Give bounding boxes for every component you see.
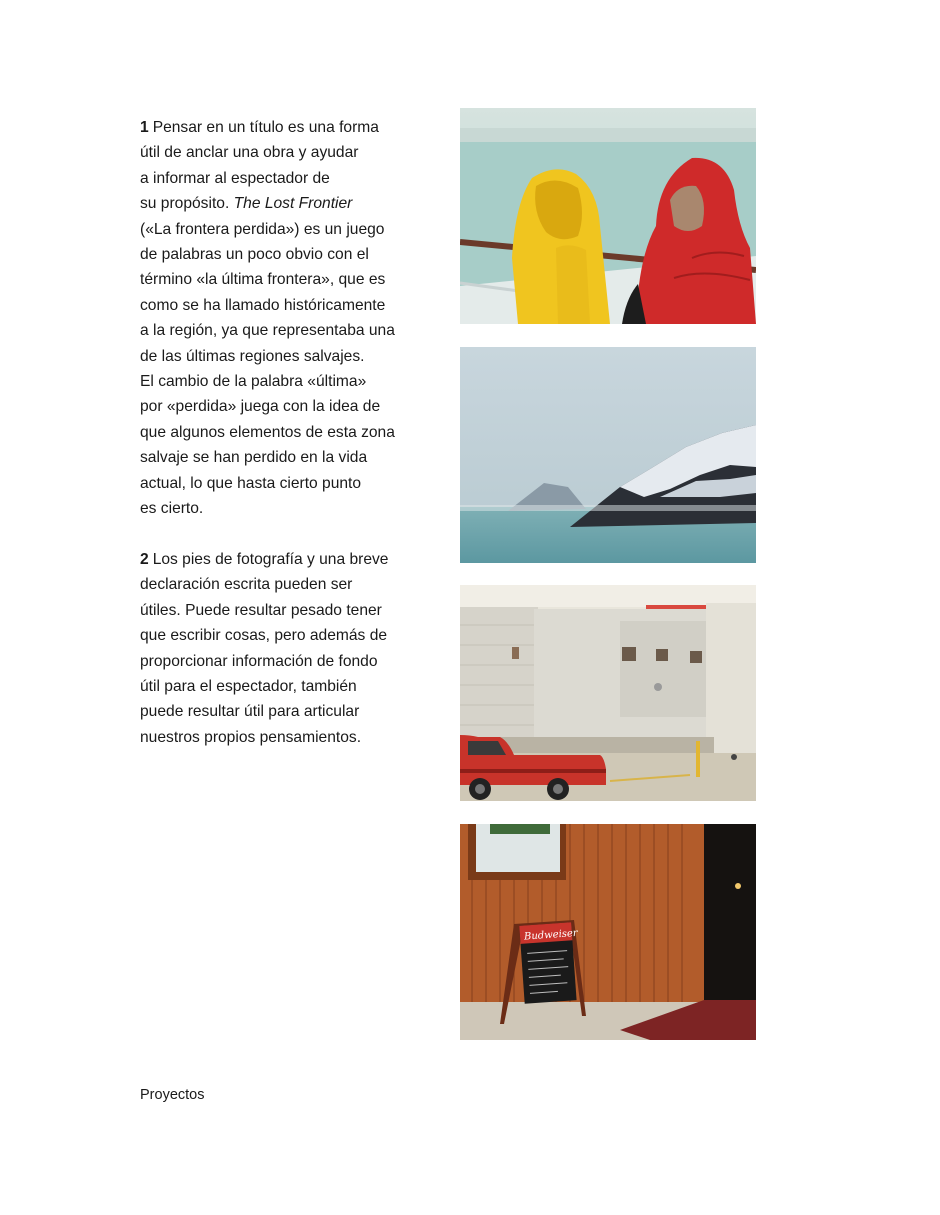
section-footer: Proyectos [140, 1087, 205, 1103]
p1-line-1: 1 Pensar en un título es una forma [140, 119, 379, 136]
sign-brand: Budweiser [523, 927, 579, 943]
p1-line-12: por «perdida» juega con la idea de [140, 398, 381, 416]
p2-line-4: que escribir cosas, pero además de [140, 627, 388, 645]
paragraph-number: 2 [140, 551, 149, 568]
p2-line-5: proporcionar información de fondo [140, 652, 378, 670]
p1-line-5: («La frontera perdida») es un juego [140, 220, 385, 238]
p1-line-15: actual, lo que hasta cierto punto [140, 474, 362, 492]
p1-line-6: de palabras un poco obvio con el [140, 246, 369, 264]
p2-line-1: 2 Los pies de fotografía y una breve [140, 551, 389, 568]
p2-line-6: útil para el espectador, también [140, 678, 357, 696]
p2-line-8: nuestros propios pensamientos. [140, 728, 362, 746]
photo-red-truck-building [460, 585, 756, 801]
paragraph-2 [140, 547, 440, 750]
p1-line-16: es cierto. [140, 500, 204, 518]
p1-line-14: salvaje se han perdido en la vida [140, 449, 368, 467]
p1-line-9: a la región, ya que representaba una [140, 322, 395, 340]
work-title: The Lost Frontier [233, 195, 353, 213]
p2-line-2: declaración escrita pueden ser [140, 576, 353, 594]
p1-line-11: El cambio de la palabra «última» [140, 373, 367, 391]
photo-wooden-facade-sign [460, 824, 756, 1040]
p2-line-3: útiles. Puede resultar pesado tener [140, 601, 382, 619]
paragraph-number: 1 [140, 119, 149, 136]
p1-line-7: término «la última frontera», que es [140, 271, 386, 289]
p2-line-7: puede resultar útil para articular [140, 703, 360, 721]
p1-line-10: de las últimas regiones salvajes. [140, 347, 365, 365]
p1-line-4: su propósito. The Lost Frontier [140, 195, 353, 213]
p1-line-8: como se ha llamado históricamente [140, 296, 386, 314]
photo-misty-mountains [460, 347, 756, 563]
paragraph-1 [140, 115, 440, 522]
p1-line-3: a informar al espectador de [140, 169, 330, 187]
photo-people-in-coats [460, 108, 756, 324]
p1-line-2: útil de anclar una obra y ayudar [140, 144, 359, 162]
p1-line-13: que algunos elementos de esta zona [140, 423, 395, 441]
